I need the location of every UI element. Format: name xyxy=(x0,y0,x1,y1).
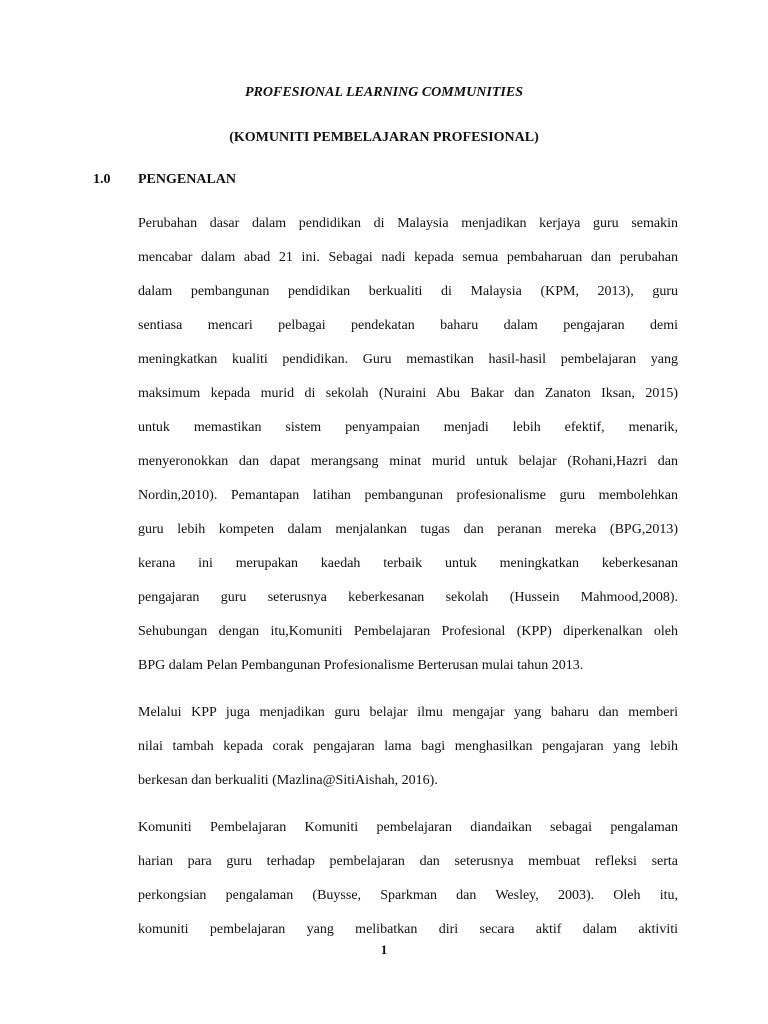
text-line: Melalui KPP juga menjadikan guru belajar ilmu mengajar yang baharu dan memberi xyxy=(138,705,678,720)
text-line: pengajaran guru seterusnya keberkesanan sekolah (Hussein Mahmood,2008). xyxy=(138,590,678,605)
text-line: menyeronokkan dan dapat merangsang minat murid untuk belajar (Rohani,Hazri dan xyxy=(138,454,678,469)
text-line: meningkatkan kualiti pendidikan. Guru memastikan hasil-hasil pembelajaran yang xyxy=(138,352,678,367)
text-line: kerana ini merupakan kaedah terbaik untuk meningkatkan keberkesanan xyxy=(138,556,678,571)
text-line: Nordin,2010). Pemantapan latihan pembangunan profesionalisme guru membolehkan xyxy=(138,488,678,503)
paragraph xyxy=(138,214,678,690)
text-line: Sehubungan dengan itu,Komuniti Pembelajaran Profesional (KPP) diperkenalkan oleh xyxy=(138,624,678,639)
body-text xyxy=(138,214,678,967)
text-line: nilai tambah kepada corak pengajaran lama bagi menghasilkan pengajaran yang lebih xyxy=(138,739,678,754)
section-title: PENGENALAN xyxy=(138,172,237,187)
text-line: Komuniti Pembelajaran Komuniti pembelajaran diandaikan sebagai pengalaman xyxy=(138,820,678,835)
text-line: berkesan dan berkualiti (Mazlina@SitiAishah, 2016). xyxy=(138,773,438,788)
section-heading xyxy=(93,172,236,188)
text-line: maksimum kepada murid di sekolah (Nuraini Abu Bakar dan Zanaton Iksan, 2015) xyxy=(138,386,678,401)
page-number: 1 xyxy=(380,942,388,957)
section-number: 1.0 xyxy=(93,172,111,187)
text-line: Perubahan dasar dalam pendidikan di Malaysia menjadikan kerjaya guru semakin xyxy=(138,216,678,231)
text-line: harian para guru terhadap pembelajaran dan seterusnya membuat refleksi serta xyxy=(138,854,678,869)
text-line: guru lebih kompeten dalam menjalankan tugas dan peranan mereka (BPG,2013) xyxy=(138,522,678,537)
paragraph xyxy=(138,703,678,805)
document-title: PROFESIONAL LEARNING COMMUNITIES xyxy=(245,85,523,100)
text-line: mencabar dalam abad 21 ini. Sebagai nadi kepada semua pembaharuan dan perubahan xyxy=(138,250,678,265)
document-subtitle: (KOMUNITI PEMBELAJARAN PROFESIONAL) xyxy=(229,130,539,145)
text-line: komuniti pembelajaran yang melibatkan diri secara aktif dalam aktiviti xyxy=(138,922,678,937)
text-line: dalam pembangunan pendidikan berkualiti di Malaysia (KPM, 2013), guru xyxy=(138,284,678,299)
text-line: sentiasa mencari pelbagai pendekatan baharu dalam pengajaran demi xyxy=(138,318,678,333)
text-line: BPG dalam Pelan Pembangunan Profesionalisme Berterusan mulai tahun 2013. xyxy=(138,658,584,673)
paragraph xyxy=(138,818,678,954)
text-line: perkongsian pengalaman (Buysse, Sparkman dan Wesley, 2003). Oleh itu, xyxy=(138,888,678,903)
text-line: untuk memastikan sistem penyampaian menjadi lebih efektif, menarik, xyxy=(138,420,678,435)
